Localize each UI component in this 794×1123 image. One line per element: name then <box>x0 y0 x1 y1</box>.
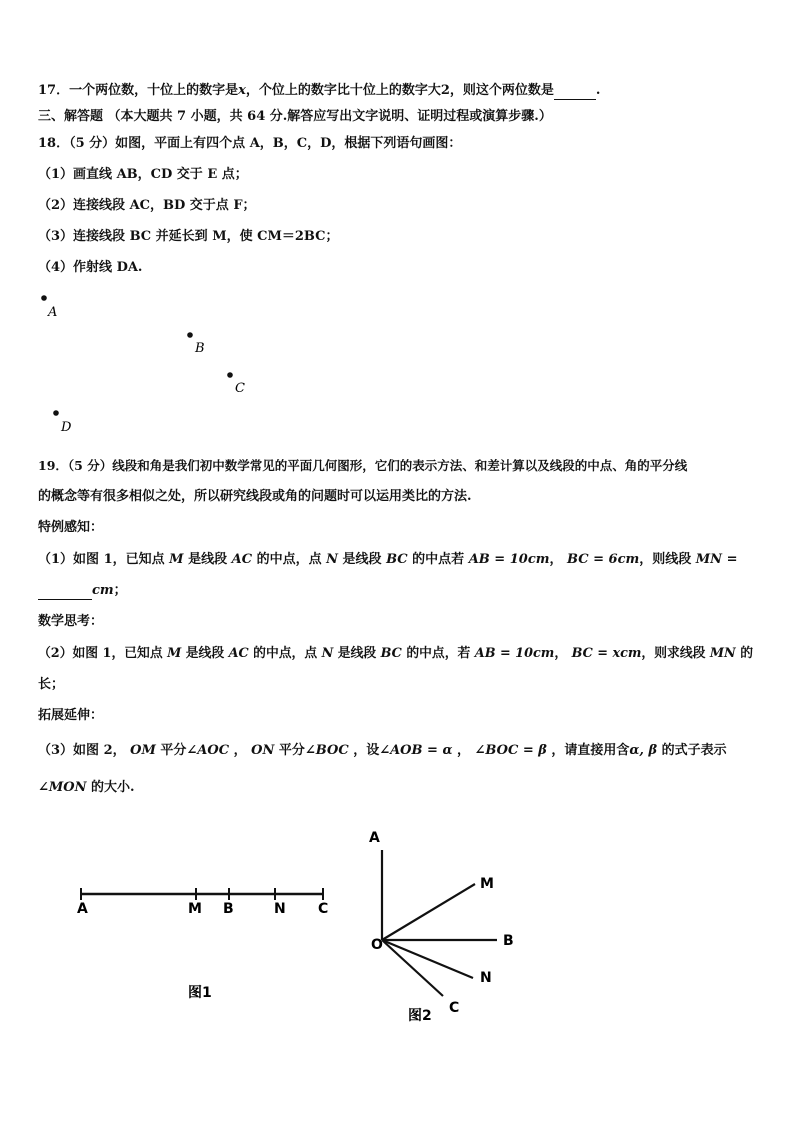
point-d <box>53 410 59 416</box>
label-m: M <box>480 876 494 892</box>
figure-1-caption: 图1 <box>188 985 212 1001</box>
figure-2 <box>360 825 530 1025</box>
q19-part-3-line-1: （3）如图 2， OM 平分∠AOC ， ON 平分∠BOC ，设∠AOB = α ， ∠BOC = β ，请直接用含α, β 的式子表示 <box>38 743 727 758</box>
answer-blank <box>554 83 596 100</box>
point-a-label: A <box>48 305 58 320</box>
question-18-stem: 18．（5 分）如图，平面上有四个点 A，B，C，D，根据下列语句画图： <box>38 136 462 151</box>
label-b: B <box>503 933 514 949</box>
label-b: B <box>223 901 234 917</box>
q18-item-1: （1）画直线 AB，CD 交于 E 点； <box>38 167 248 182</box>
q19-part-3-line-2: ∠MON 的大小. <box>38 780 135 795</box>
figure-2-caption: 图2 <box>408 1008 432 1024</box>
point-c <box>227 372 233 378</box>
ray-on <box>382 940 473 978</box>
heading-extension: 拓展延伸： <box>38 708 104 723</box>
q18-points-figure <box>0 285 300 440</box>
label-o: O <box>371 937 383 953</box>
answer-blank-mn <box>38 583 92 600</box>
label-m: M <box>188 901 202 917</box>
point-a <box>41 295 47 301</box>
question-19-stem-line-1: 19．（5 分）线段和角是我们初中数学常见的平面几何图形，它们的表示方法、和差计算以及线段的中点、角的平分线 <box>38 458 688 473</box>
heading-math-thinking: 数学思考： <box>38 614 104 629</box>
label-c: C <box>449 1000 460 1016</box>
ray-om <box>382 884 475 940</box>
label-n: N <box>274 901 286 917</box>
point-d-label: D <box>61 420 72 435</box>
point-b <box>187 332 193 338</box>
q17-period: . <box>595 83 601 98</box>
q19-part-2-line-1: （2）如图 1，已知点 M 是线段 AC 的中点，点 N 是线段 BC 的中点，若 AB = 10cm， BC = xcm，则求线段 MN 的 <box>38 646 754 661</box>
label-n: N <box>480 970 492 986</box>
label-a: A <box>369 830 380 846</box>
q17-text-2: ，个位上的数字比十位上的数字大2，则这个两位数是 <box>245 83 554 98</box>
q18-item-2: （2）连接线段 AC，BD 交于点 F； <box>38 198 256 213</box>
q19-part-1-line-1: （1）如图 1，已知点 M 是线段 AC 的中点，点 N 是线段 BC 的中点若 AB = 10cm， BC = 6cm，则线段 MN = <box>38 552 738 567</box>
q17-text: 17．一个两位数，十位上的数字是 <box>38 83 239 98</box>
q18-item-4: （4）作射线 DA. <box>38 260 143 275</box>
question-19-stem-line-2: 的概念等有很多相似之处，所以研究线段或角的问题时可以运用类比的方法. <box>38 489 472 504</box>
heading-special-case: 特例感知： <box>38 520 104 535</box>
label-c: C <box>318 901 329 917</box>
ray-oc <box>382 940 443 996</box>
section-3-header: 三、解答题 （本大题共 7 小题，共 64 分.解答应写出文字说明、证明过程或演算步骤.） <box>38 109 552 124</box>
question-17 <box>38 83 600 100</box>
point-c-label: C <box>235 381 245 396</box>
q17-variable-x: x <box>238 83 246 98</box>
q19-part-2-line-2: 长； <box>38 677 65 692</box>
label-a: A <box>77 901 88 917</box>
q19-part-1-line-2: cm； <box>38 583 127 600</box>
q18-item-3: （3）连接线段 BC 并延长到 M，使 CM＝2BC； <box>38 229 339 244</box>
point-b-label: B <box>195 341 205 356</box>
figure-1 <box>60 870 350 1010</box>
